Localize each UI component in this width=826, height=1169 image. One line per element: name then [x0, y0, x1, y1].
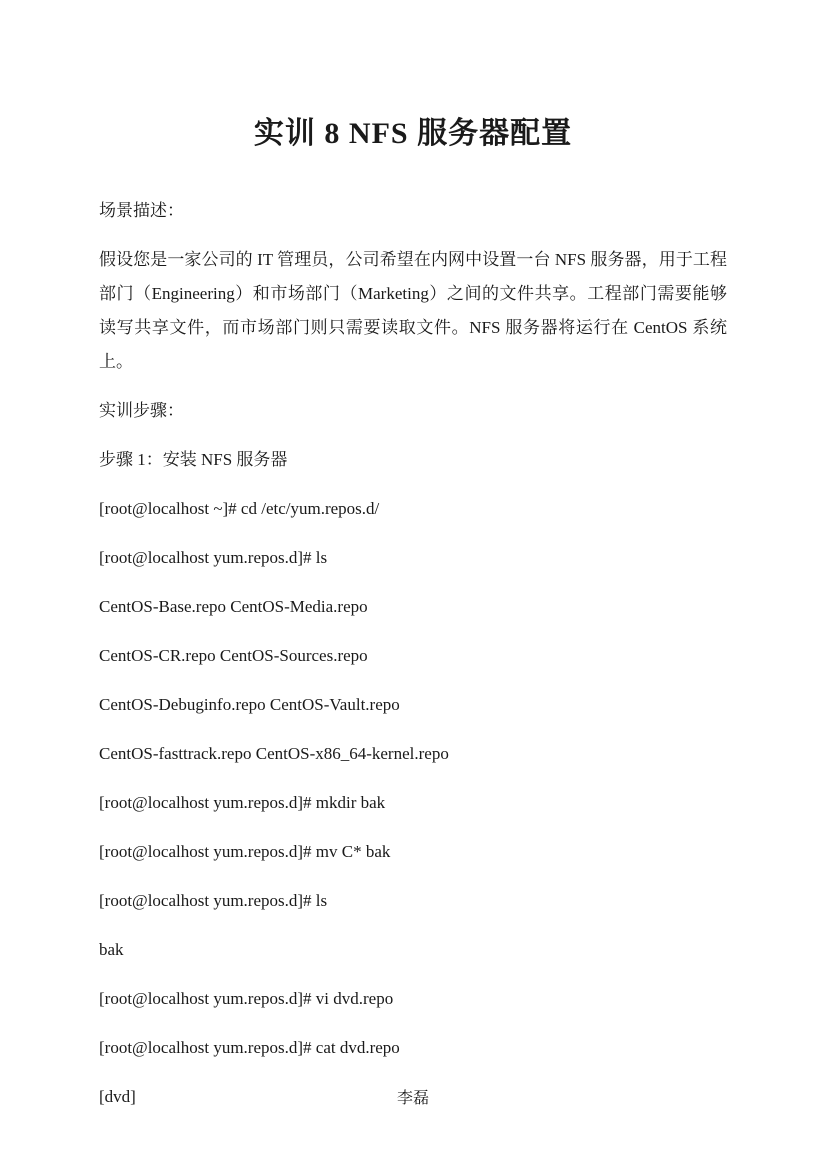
terminal-line: CentOS-fasttrack.repo CentOS-x86_64-kernel.repo [99, 744, 449, 763]
terminal-line: CentOS-Debuginfo.repo CentOS-Vault.repo [99, 695, 400, 714]
terminal-line: [dvd] [99, 1087, 136, 1106]
page-title: 实训 8 NFS 服务器配置 [253, 117, 573, 150]
terminal-line: bak [99, 940, 124, 959]
scene-description-paragraph: 假设您是一家公司的 IT 管理员，公司希望在内网中设置一台 NFS 服务器，用于工程部门（Engineering）和市场部门（Marketing）之间的文件共享。工程部门需要能够读写共享文件，而市场部门则只需要读取文件。NFS 服务器将运行在 CentOS 系统上。 [99, 250, 727, 371]
terminal-line: CentOS-Base.repo CentOS-Media.repo [99, 597, 368, 616]
terminal-line: [root@localhost ~]# cd /etc/yum.repos.d/ [99, 499, 380, 518]
terminal-line: [root@localhost yum.repos.d]# cat dvd.repo [99, 1038, 400, 1057]
terminal-line: [root@localhost yum.repos.d]# mv C* bak [99, 842, 391, 861]
terminal-line: [root@localhost yum.repos.d]# vi dvd.repo [99, 989, 394, 1008]
terminal-line: CentOS-CR.repo CentOS-Sources.repo [99, 646, 368, 665]
terminal-line: [root@localhost yum.repos.d]# ls [99, 548, 328, 567]
step1-heading: 步骤 1：安装 NFS 服务器 [99, 450, 288, 469]
terminal-line: [root@localhost yum.repos.d]# mkdir bak [99, 793, 386, 812]
footer-author: 李磊 [396, 1090, 429, 1107]
scene-description-label: 场景描述： [99, 201, 184, 220]
terminal-line: [root@localhost yum.repos.d]# ls [99, 891, 328, 910]
steps-label: 实训步骤： [99, 401, 184, 420]
